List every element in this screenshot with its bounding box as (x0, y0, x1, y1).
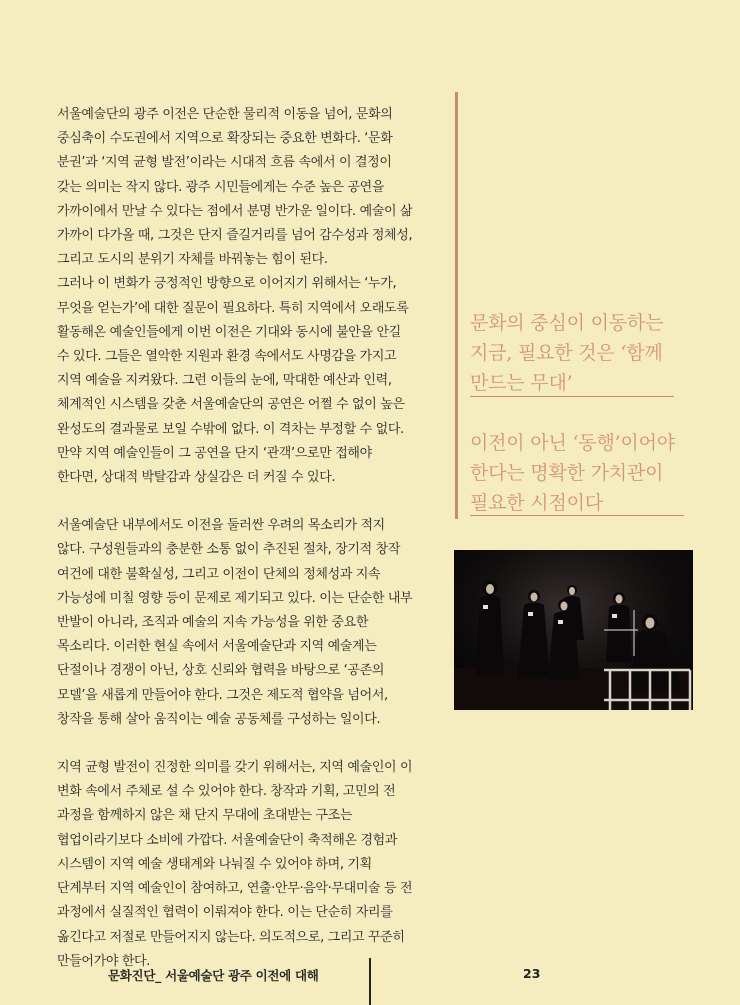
body-paragraph: 지역 균형 발전이 진정한 의미를 갖기 위해서는, 지역 예술인이 이 변화 속에서 주체로 설 수 있어야 한다. 창작과 기획, 고민의 전 과정을 함께하지 않은 채 단지 무대에 초대받는 구조는 협업이라기보다 소비에 가깝다. 서울예술단이 축적해온 경험과 시스템이 지역 예술 생태계와 나눠질 수 있어야 하며, 기획 단계부터 지역 예술인이 참여하고, 연출·안무·음악·무대미술 등 전 과정에서 실질적인 협력이 이뤄져야 한다. 이는 단순히 자리를 옮긴다고 저절로 만들어지지 않는다. 의도적으로, 그리고 꾸준히 만들어가야 한다. (57, 760, 413, 969)
stage-photo-illustration (454, 550, 693, 710)
footer-title: 문화진단_ 서울예술단 광주 이전에 대해 (108, 968, 319, 983)
quote-underline (470, 515, 684, 516)
pull-quote-block (455, 92, 688, 519)
quote-underline (470, 396, 674, 397)
stage-photo (454, 550, 693, 710)
pull-quote: 이전이 아닌 ‘동행’이어야 한다는 명확한 가치관이 필요한 시점이다 (470, 432, 675, 514)
body-paragraph: 서울예술단 내부에서도 이전을 둘러싼 우려의 목소리가 적지 않다. 구성원들과의 충분한 소통 없이 추진된 절차, 장기적 창작 여건에 대한 불확실성, 그리고 이전이 단체의 정체성과 지속 가능성에 미칠 영향 등이 문제로 제기되고 있다. 이는 단순한 내부 반발이 아니라, 조직과 예술의 지속 가능성을 위한 중요한 목소리다. 이러한 현실 속에서 서울예술단과 지역 예술계는 단절이나 경쟁이 아닌, 상호 신뢰와 협력을 바탕으로 ‘공존의 모델’을 새롭게 만들어야 한다. 그것은 제도적 협약을 넘어서, 창작을 통해 살아 움직이는 예술 공동체를 구성하는 일이다. (57, 518, 413, 727)
body-paragraph: 서울예술단의 광주 이전은 단순한 물리적 이동을 넘어, 문화의 중심축이 수도권에서 지역으로 확장되는 중요한 변화다. ‘문화 분권’과 ‘지역 균형 발전’이라는 시대적 흐름 속에서 이 결정이 갖는 의미는 작지 않다. 광주 시민들에게는 수준 높은 공연을 가까이에서 만날 수 있다는 점에서 분명 반가운 일이다. 예술이 삶 가까이 다가올 때, 그것은 단지 즐길거리를 넘어 감수성과 정체성, 그리고 도시의 분위기 자체를 바꿔놓는 힘이 된다. (57, 107, 413, 268)
article-body (57, 103, 415, 974)
footer-divider (369, 958, 371, 1005)
page-footer (0, 958, 740, 1005)
pull-quote: 문화의 중심이 이동하는 지금, 필요한 것은 ‘함께 만드는 무대’ (470, 312, 664, 394)
page-number: 23 (523, 966, 541, 981)
body-paragraph: 그러나 이 변화가 긍정적인 방향으로 이어지기 위해서는 ‘누가, 무엇을 얻는가’에 대한 질문이 필요하다. 특히 지역에서 오래도록 활동해온 예술인들에게 이번 이전은 기대와 동시에 불안을 안길 수 있다. 그들은 열악한 지원과 환경 속에서도 사명감을 가지고 지역 예술을 지켜왔다. 그런 이들의 눈에, 막대한 예산과 인력, 체계적인 시스템을 갖춘 서울예술단의 공연은 어쩔 수 없이 높은 완성도의 결과물로 보일 수밖에 없다. 이 격차는 부정할 수 없다. 만약 지역 예술인들이 그 공연을 단지 ‘관객’으로만 접해야 한다면, 상대적 박탈감과 상실감은 더 커질 수 있다. (57, 276, 409, 486)
